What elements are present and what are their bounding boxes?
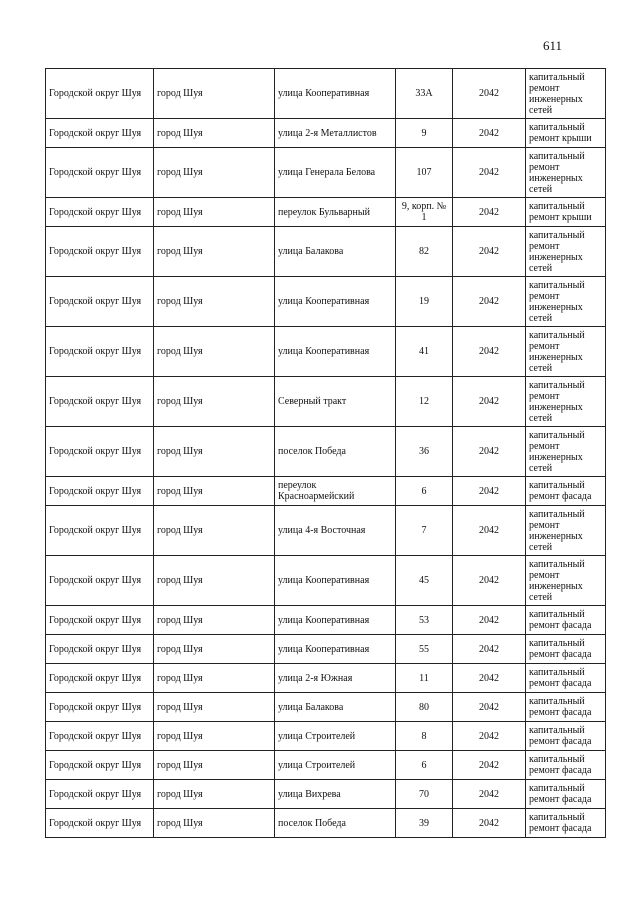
work-type-cell: капитальный ремонт фасада xyxy=(526,809,606,838)
table-row xyxy=(46,780,606,809)
house-number-cell: 53 xyxy=(396,606,453,635)
street-cell: поселок Победа xyxy=(275,809,396,838)
year-cell: 2042 xyxy=(453,427,526,477)
district-cell: Городской округ Шуя xyxy=(46,227,154,277)
work-type-cell: капитальный ремонт инженерных сетей xyxy=(526,556,606,606)
district-cell: Городской округ Шуя xyxy=(46,119,154,148)
house-number-cell: 80 xyxy=(396,693,453,722)
table-row xyxy=(46,119,606,148)
house-number-cell: 39 xyxy=(396,809,453,838)
year-cell: 2042 xyxy=(453,377,526,427)
city-cell: город Шуя xyxy=(154,751,275,780)
street-cell: Северный тракт xyxy=(275,377,396,427)
city-cell: город Шуя xyxy=(154,635,275,664)
street-cell: улица 4-я Восточная xyxy=(275,506,396,556)
house-number-cell: 19 xyxy=(396,277,453,327)
work-type-cell: капитальный ремонт инженерных сетей xyxy=(526,506,606,556)
house-number-cell: 9 xyxy=(396,119,453,148)
year-cell: 2042 xyxy=(453,148,526,198)
city-cell: город Шуя xyxy=(154,148,275,198)
house-number-cell: 55 xyxy=(396,635,453,664)
district-cell: Городской округ Шуя xyxy=(46,556,154,606)
street-cell: улица 2-я Металлистов xyxy=(275,119,396,148)
district-cell: Городской округ Шуя xyxy=(46,635,154,664)
year-cell: 2042 xyxy=(453,664,526,693)
work-type-cell: капитальный ремонт фасада xyxy=(526,606,606,635)
table-row xyxy=(46,198,606,227)
street-cell: улица Строителей xyxy=(275,722,396,751)
city-cell: город Шуя xyxy=(154,327,275,377)
work-type-cell: капитальный ремонт инженерных сетей xyxy=(526,277,606,327)
work-type-cell: капитальный ремонт крыши xyxy=(526,119,606,148)
city-cell: город Шуя xyxy=(154,198,275,227)
city-cell: город Шуя xyxy=(154,556,275,606)
work-type-cell: капитальный ремонт фасада xyxy=(526,664,606,693)
house-number-cell: 9, корп. № 1 xyxy=(396,198,453,227)
house-number-cell: 6 xyxy=(396,477,453,506)
house-number-cell: 7 xyxy=(396,506,453,556)
work-type-cell: капитальный ремонт фасада xyxy=(526,751,606,780)
district-cell: Городской округ Шуя xyxy=(46,148,154,198)
table-row xyxy=(46,377,606,427)
house-number-cell: 12 xyxy=(396,377,453,427)
house-number-cell: 45 xyxy=(396,556,453,606)
registry-table xyxy=(45,68,606,838)
street-cell: улица Генерала Белова xyxy=(275,148,396,198)
district-cell: Городской округ Шуя xyxy=(46,427,154,477)
table-row xyxy=(46,751,606,780)
city-cell: город Шуя xyxy=(154,69,275,119)
city-cell: город Шуя xyxy=(154,809,275,838)
year-cell: 2042 xyxy=(453,693,526,722)
street-cell: улица Кооперативная xyxy=(275,327,396,377)
year-cell: 2042 xyxy=(453,809,526,838)
page-number: 611 xyxy=(543,38,563,53)
table-row xyxy=(46,809,606,838)
work-type-cell: капитальный ремонт фасада xyxy=(526,780,606,809)
street-cell: улица Балакова xyxy=(275,227,396,277)
table-row xyxy=(46,227,606,277)
table-row xyxy=(46,693,606,722)
house-number-cell: 107 xyxy=(396,148,453,198)
house-number-cell: 41 xyxy=(396,327,453,377)
city-cell: город Шуя xyxy=(154,377,275,427)
street-cell: улица Балакова xyxy=(275,693,396,722)
table-row xyxy=(46,327,606,377)
work-type-cell: капитальный ремонт инженерных сетей xyxy=(526,69,606,119)
house-number-cell: 36 xyxy=(396,427,453,477)
table-row xyxy=(46,556,606,606)
city-cell: город Шуя xyxy=(154,277,275,327)
city-cell: город Шуя xyxy=(154,427,275,477)
table-row xyxy=(46,477,606,506)
work-type-cell: капитальный ремонт фасада xyxy=(526,477,606,506)
work-type-cell: капитальный ремонт фасада xyxy=(526,635,606,664)
house-number-cell: 82 xyxy=(396,227,453,277)
city-cell: город Шуя xyxy=(154,693,275,722)
street-cell: улица Строителей xyxy=(275,751,396,780)
city-cell: город Шуя xyxy=(154,780,275,809)
year-cell: 2042 xyxy=(453,477,526,506)
district-cell: Городской округ Шуя xyxy=(46,69,154,119)
city-cell: город Шуя xyxy=(154,664,275,693)
table-row xyxy=(46,69,606,119)
house-number-cell: 6 xyxy=(396,751,453,780)
year-cell: 2042 xyxy=(453,635,526,664)
street-cell: переулок Бульварный xyxy=(275,198,396,227)
district-cell: Городской округ Шуя xyxy=(46,780,154,809)
city-cell: город Шуя xyxy=(154,722,275,751)
district-cell: Городской округ Шуя xyxy=(46,198,154,227)
city-cell: город Шуя xyxy=(154,477,275,506)
street-cell: улица Кооперативная xyxy=(275,606,396,635)
district-cell: Городской округ Шуя xyxy=(46,809,154,838)
work-type-cell: капитальный ремонт фасада xyxy=(526,722,606,751)
district-cell: Городской округ Шуя xyxy=(46,277,154,327)
street-cell: улица Кооперативная xyxy=(275,277,396,327)
work-type-cell: капитальный ремонт инженерных сетей xyxy=(526,227,606,277)
street-cell: улица Кооперативная xyxy=(275,69,396,119)
table-row xyxy=(46,664,606,693)
work-type-cell: капитальный ремонт крыши xyxy=(526,198,606,227)
registry-table-body xyxy=(46,69,606,838)
house-number-cell: 8 xyxy=(396,722,453,751)
table-row xyxy=(46,427,606,477)
street-cell: поселок Победа xyxy=(275,427,396,477)
work-type-cell: капитальный ремонт фасада xyxy=(526,693,606,722)
district-cell: Городской округ Шуя xyxy=(46,664,154,693)
year-cell: 2042 xyxy=(453,556,526,606)
year-cell: 2042 xyxy=(453,277,526,327)
house-number-cell: 11 xyxy=(396,664,453,693)
city-cell: город Шуя xyxy=(154,606,275,635)
year-cell: 2042 xyxy=(453,606,526,635)
street-cell: улица Вихрева xyxy=(275,780,396,809)
work-type-cell: капитальный ремонт инженерных сетей xyxy=(526,327,606,377)
street-cell: улица Кооперативная xyxy=(275,635,396,664)
district-cell: Городской округ Шуя xyxy=(46,606,154,635)
table-row xyxy=(46,606,606,635)
table-row xyxy=(46,148,606,198)
year-cell: 2042 xyxy=(453,198,526,227)
district-cell: Городской округ Шуя xyxy=(46,693,154,722)
year-cell: 2042 xyxy=(453,751,526,780)
table-row xyxy=(46,277,606,327)
work-type-cell: капитальный ремонт инженерных сетей xyxy=(526,427,606,477)
year-cell: 2042 xyxy=(453,722,526,751)
work-type-cell: капитальный ремонт инженерных сетей xyxy=(526,148,606,198)
year-cell: 2042 xyxy=(453,119,526,148)
district-cell: Городской округ Шуя xyxy=(46,722,154,751)
house-number-cell: 33А xyxy=(396,69,453,119)
street-cell: переулок Красноармейский xyxy=(275,477,396,506)
table-row xyxy=(46,635,606,664)
year-cell: 2042 xyxy=(453,327,526,377)
year-cell: 2042 xyxy=(453,69,526,119)
district-cell: Городской округ Шуя xyxy=(46,327,154,377)
street-cell: улица Кооперативная xyxy=(275,556,396,606)
district-cell: Городской округ Шуя xyxy=(46,377,154,427)
city-cell: город Шуя xyxy=(154,119,275,148)
year-cell: 2042 xyxy=(453,780,526,809)
city-cell: город Шуя xyxy=(154,227,275,277)
street-cell: улица 2-я Южная xyxy=(275,664,396,693)
table-row xyxy=(46,722,606,751)
city-cell: город Шуя xyxy=(154,506,275,556)
district-cell: Городской округ Шуя xyxy=(46,751,154,780)
district-cell: Городской округ Шуя xyxy=(46,477,154,506)
work-type-cell: капитальный ремонт инженерных сетей xyxy=(526,377,606,427)
year-cell: 2042 xyxy=(453,227,526,277)
table-row xyxy=(46,506,606,556)
district-cell: Городской округ Шуя xyxy=(46,506,154,556)
year-cell: 2042 xyxy=(453,506,526,556)
house-number-cell: 70 xyxy=(396,780,453,809)
